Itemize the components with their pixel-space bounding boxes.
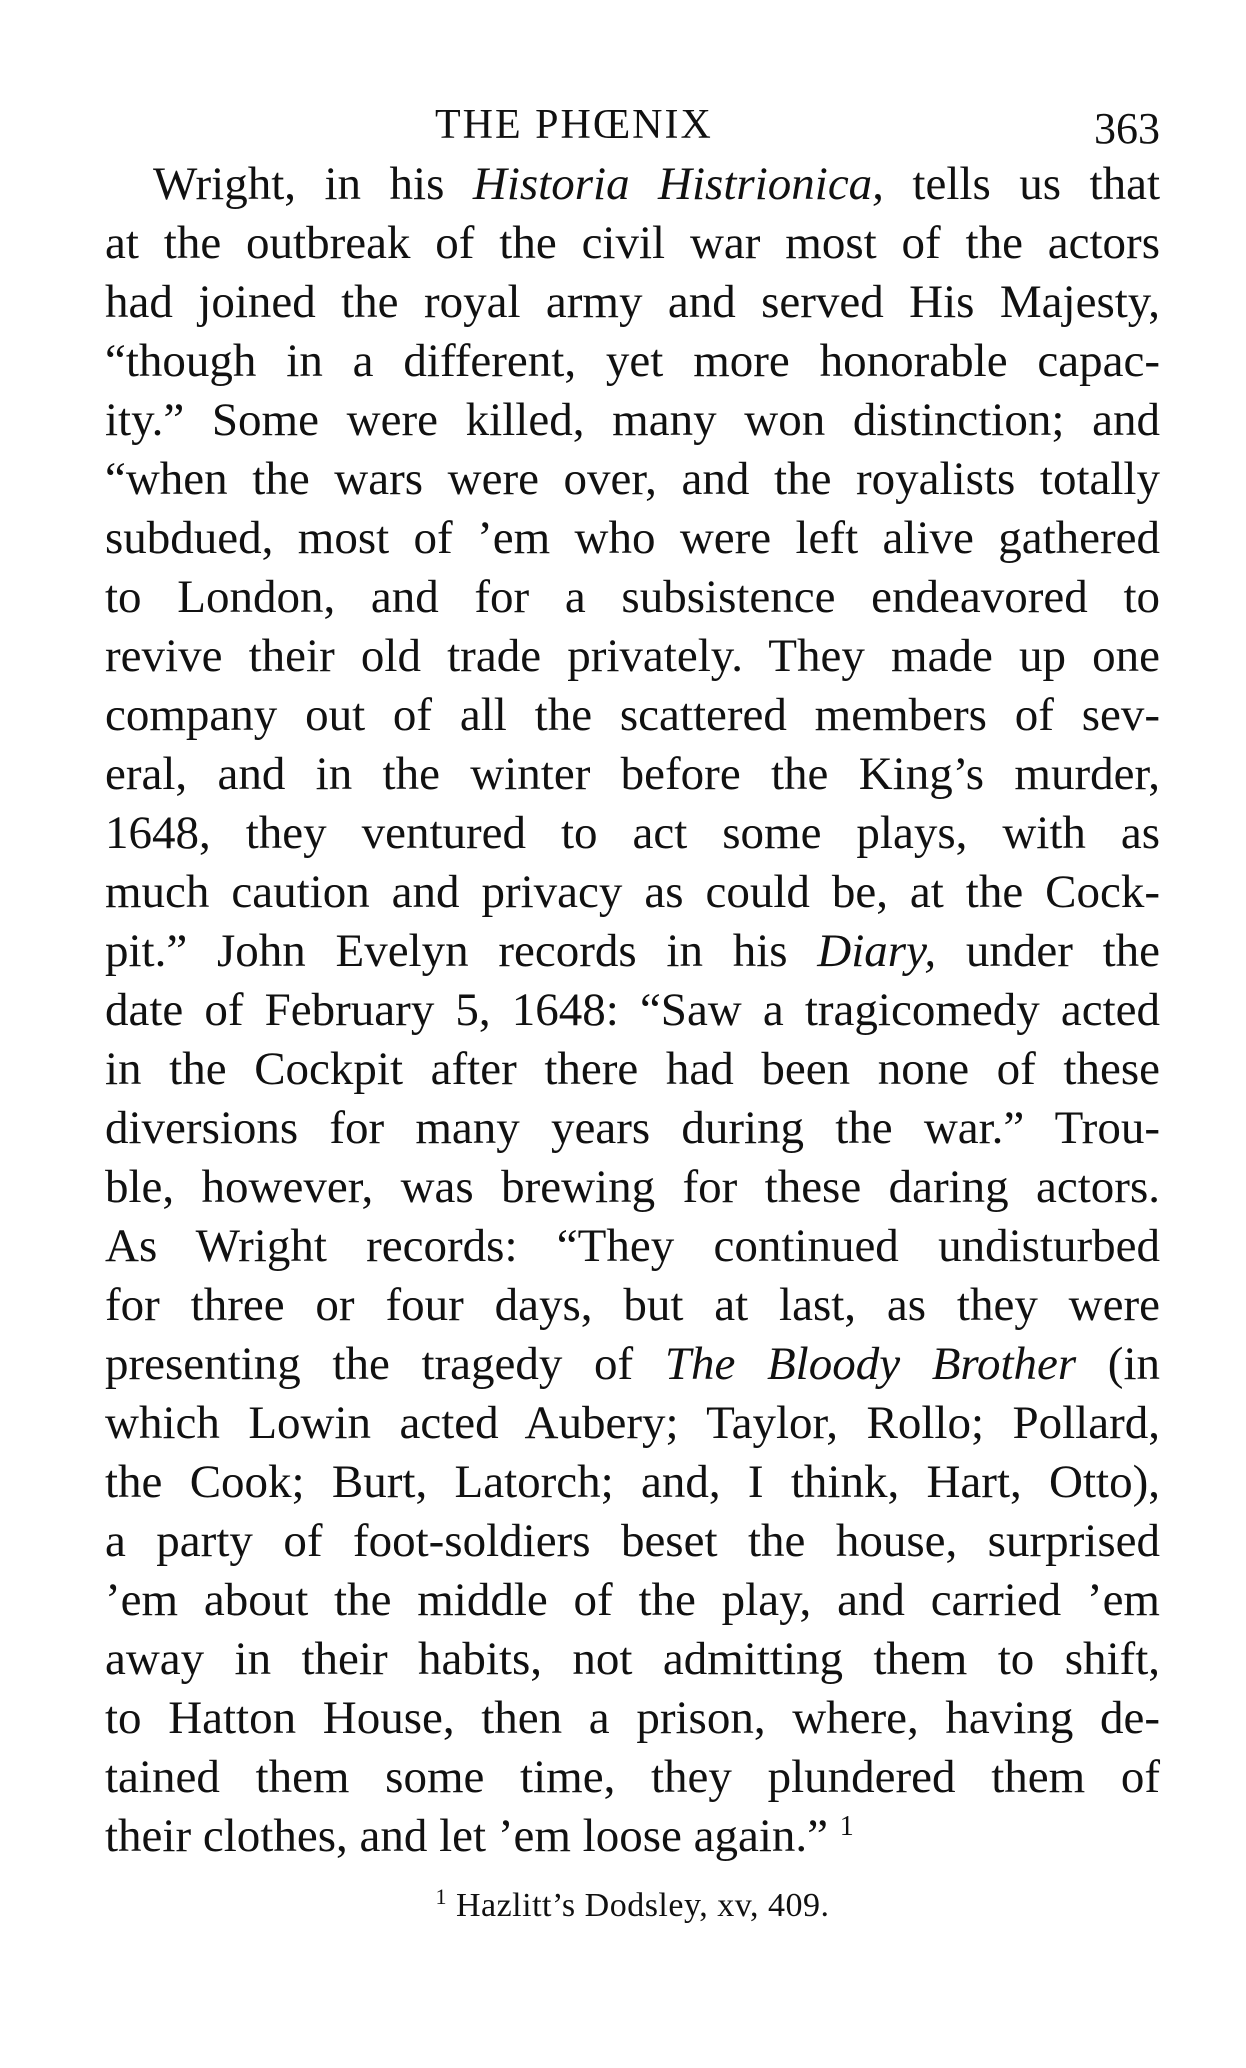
text-run: pit.” John Evelyn records in his xyxy=(105,925,818,977)
footnote-text: Hazlitt’s Dodsley, xv, 409. xyxy=(446,1887,830,1924)
text-line: in the Cockpit after there had been none of these xyxy=(105,1043,1160,1095)
text-line: “though in a different, yet more honorable capac- xyxy=(105,335,1160,387)
text-line: As Wright records: “They continued undisturbed xyxy=(105,1220,1160,1272)
text-line xyxy=(105,155,1160,214)
text-line: the Cook; Burt, Latorch; and, I think, Hart, Otto), xyxy=(105,1456,1160,1508)
text-line: at the outbreak of the civil war most of the actors xyxy=(105,217,1160,269)
text-line: diversions for many years during the war.” Trou- xyxy=(105,1102,1160,1154)
text-line: date of February 5, 1648: “Saw a tragicomedy acted xyxy=(105,984,1160,1036)
body-paragraph xyxy=(105,155,1160,1866)
running-head xyxy=(105,95,1160,155)
text-line: to Hatton House, then a prison, where, having de- xyxy=(105,1692,1160,1744)
text-line: company out of all the scattered members of sev- xyxy=(105,689,1160,741)
text-line xyxy=(105,922,1160,981)
text-run: their clothes, and let ’em loose again.” xyxy=(105,1810,829,1862)
italic-title: Historia Histrionica, xyxy=(472,158,884,210)
running-title: THE PHŒNIX xyxy=(435,102,713,148)
text-line: eral, and in the winter before the King’s murder, xyxy=(105,748,1160,800)
footnote xyxy=(105,1884,1160,1928)
text-line: subdued, most of ’em who were left alive gathered xyxy=(105,512,1160,564)
text-line: had joined the royal army and served His Majesty, xyxy=(105,276,1160,328)
text-line: 1648, they ventured to act some plays, with as xyxy=(105,807,1160,859)
text-run: (in xyxy=(1076,1338,1161,1390)
text-line: revive their old trade privately. They made up one xyxy=(105,630,1160,682)
page-number: 363 xyxy=(1094,104,1160,153)
text-line xyxy=(105,1807,1160,1866)
italic-title: The Bloody Brother xyxy=(664,1338,1077,1390)
text-line: much caution and privacy as could be, at the Cock- xyxy=(105,866,1160,918)
text-line: ’em about the middle of the play, and carried ’em xyxy=(105,1574,1160,1626)
text-run: Wright, in his xyxy=(153,158,473,210)
text-run: under the xyxy=(936,925,1160,977)
text-line: for three or four days, but at last, as they were xyxy=(105,1279,1160,1331)
italic-title: Diary, xyxy=(817,925,937,977)
text-line: ity.” Some were killed, many won distinction; and xyxy=(105,394,1160,446)
text-line: which Lowin acted Aubery; Taylor, Rollo; Pollard, xyxy=(105,1397,1160,1449)
text-run: presenting the tragedy of xyxy=(105,1338,665,1390)
book-page xyxy=(105,95,1160,1928)
footnote-reference: 1 xyxy=(839,1811,854,1842)
text-line: ble, however, was brewing for these daring actors. xyxy=(105,1161,1160,1213)
text-run: tells us that xyxy=(883,158,1160,210)
text-line: tained them some time, they plundered them of xyxy=(105,1751,1160,1803)
text-line: away in their habits, not admitting them to shift, xyxy=(105,1633,1160,1685)
text-line xyxy=(105,1335,1160,1394)
text-line: a party of foot-soldiers beset the house, surprised xyxy=(105,1515,1160,1567)
text-line: to London, and for a subsistence endeavored to xyxy=(105,571,1160,623)
footnote-marker: 1 xyxy=(435,1884,447,1909)
text-line: “when the wars were over, and the royalists totally xyxy=(105,453,1160,505)
